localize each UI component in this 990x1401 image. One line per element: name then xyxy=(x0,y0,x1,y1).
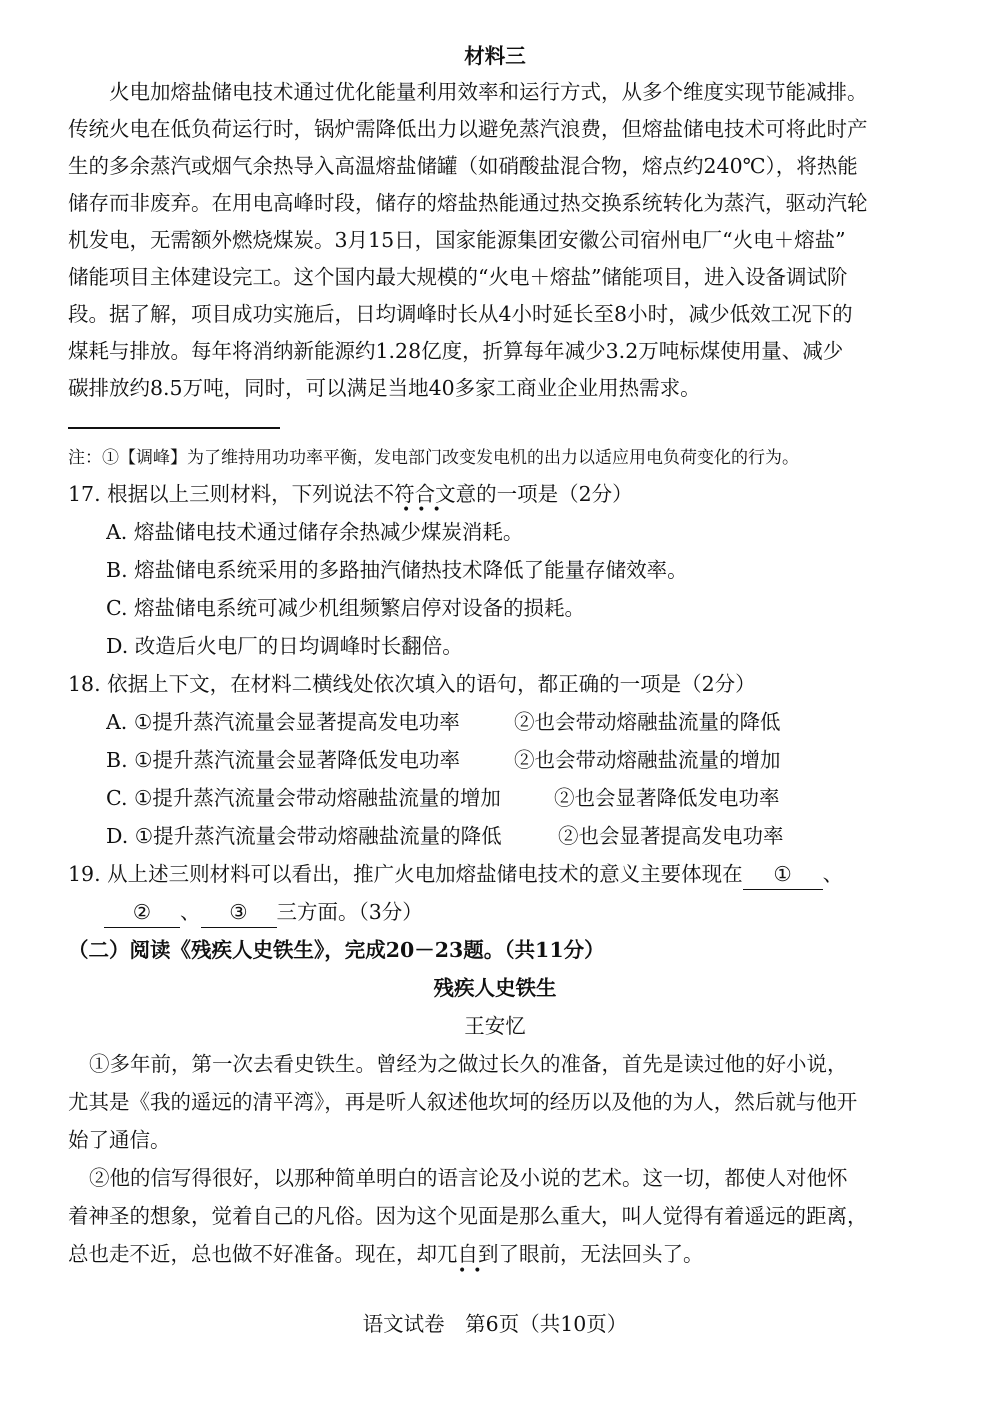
article-title: 残疾人史铁生 xyxy=(433,976,557,1000)
emphasis-dots-q17: ••• xyxy=(402,502,448,518)
question-18-option-d xyxy=(106,818,926,854)
material-3-line-7: 段。据了解，项目成功实施后，日均调峰时长从4小时延长至8小时，减少低效工况下的 xyxy=(68,302,853,326)
question-18-option-a xyxy=(106,704,926,740)
question-18-option-b xyxy=(106,742,926,778)
article-line-1: ①多年前，第一次去看史铁生。曾经为之做过长久的准备，首先是读过他的好小说， xyxy=(89,1052,848,1076)
material-3-line-8: 煤耗与排放。每年将消纳新能源约1.28亿度，折算每年减少3.2万吨标煤使用量、减少 xyxy=(68,339,844,363)
article-author: 王安忆 xyxy=(464,1014,526,1038)
material-3-line-1: 火电加熔盐储电技术通过优化能量利用效率和运行方式，从多个维度实现节能减排。 xyxy=(109,80,868,104)
answer-blank-2: ② xyxy=(104,897,180,928)
option-b-part-1: B. ①提升蒸汽流量会显著降低发电功率 xyxy=(106,748,460,772)
material-3-line-5: 机发电，无需额外燃烧煤炭。3月15日，国家能源集团安徽公司宿州电厂“火电＋熔盐” xyxy=(68,228,846,252)
separator-2: 、 xyxy=(180,900,201,924)
question-17-stem: 17. 根据以上三则材料，下列说法不符合文意的一项是（2分） xyxy=(68,482,633,506)
section-2-heading: （二）阅读《残疾人史铁生》，完成20－23题。（共11分） xyxy=(68,938,605,962)
question-18-option-c xyxy=(106,780,926,816)
article-line-6: 总也走不近，总也做不好准备。现在，却兀自到了眼前，无法回头了。 xyxy=(68,1242,704,1266)
question-17-option-c: C. 熔盐储电系统可减少机组频繁启停对设备的损耗。 xyxy=(106,596,585,620)
question-19-stem: 19. 从上述三则材料可以看出，推广火电加熔盐储电技术的意义主要体现在 xyxy=(68,862,743,886)
option-a-part-1: A. ①提升蒸汽流量会显著提高发电功率 xyxy=(106,710,460,734)
option-b-part-2: ②也会带动熔融盐流量的增加 xyxy=(514,748,781,772)
question-17-option-b: B. 熔盐储电系统采用的多路抽汽储热技术降低了能量存储效率。 xyxy=(106,558,688,582)
article-line-2: 尤其是《我的遥远的清平湾》，再是听人叙述他坎坷的经历以及他的为人，然后就与他开 xyxy=(68,1090,858,1114)
option-c-part-2: ②也会显著降低发电功率 xyxy=(554,786,780,810)
article-line-5: 着神圣的想象，觉着自己的凡俗。因为这个见面是那么重大，叫人觉得有着遥远的距离， xyxy=(68,1204,868,1228)
option-d-part-1: D. ①提升蒸汽流量会带动熔融盐流量的降低 xyxy=(106,824,502,848)
emphasis-dots-article: •• xyxy=(458,1263,489,1279)
separator-1: 、 xyxy=(822,862,844,886)
question-17-option-a: A. 熔盐储电技术通过储存余热减少煤炭消耗。 xyxy=(106,520,524,544)
article-line-3: 始了通信。 xyxy=(68,1128,171,1152)
material-3-line-3: 生的多余蒸汽或烟气余热导入高温熔盐储罐（如硝酸盐混合物，熔点约240℃），将热能 xyxy=(68,154,858,178)
footnote: 注：①【调峰】为了维持用功功率平衡，发电部门改变发电机的出力以适应用电负荷变化的行为。 xyxy=(68,448,799,468)
material-3-line-4: 储存而非废弃。在用电高峰时段，储存的熔盐热能通过热交换系统转化为蒸汽，驱动汽轮 xyxy=(68,191,868,215)
question-18-stem: 18. 依据上下文，在材料二横线处依次填入的语句，都正确的一项是（2分） xyxy=(68,672,756,696)
answer-blank-1: ① xyxy=(743,859,823,890)
option-d-part-2: ②也会显著提高发电功率 xyxy=(558,824,784,848)
article-line-4: ②他的信写得很好，以那种简单明白的语言论及小说的艺术。这一切，都使人对他怀 xyxy=(89,1166,848,1190)
question-19-line-2 xyxy=(68,894,918,930)
option-a-part-2: ②也会带动熔融盐流量的降低 xyxy=(514,710,781,734)
page-footer: 语文试卷 第6页（共10页） xyxy=(362,1312,628,1336)
material-3-line-2: 传统火电在低负荷运行时，锅炉需降低出力以避免蒸汽浪费，但熔盐储电技术可将此时产 xyxy=(68,117,868,141)
question-19-line-1 xyxy=(68,856,918,892)
option-c-part-1: C. ①提升蒸汽流量会带动熔融盐流量的增加 xyxy=(106,786,501,810)
footnote-divider xyxy=(68,427,280,429)
material-3-line-6: 储能项目主体建设完工。这个国内最大规模的“火电＋熔盐”储能项目，进入设备调试阶 xyxy=(68,265,848,289)
material-3-line-9: 碳排放约8.5万吨，同时，可以满足当地40多家工商业企业用热需求。 xyxy=(68,376,701,400)
question-19-tail: 三方面。（3分） xyxy=(276,900,423,924)
question-17-option-d: D. 改造后火电厂的日均调峰时长翻倍。 xyxy=(106,634,463,658)
answer-blank-3: ③ xyxy=(201,897,277,928)
material-3-heading: 材料三 xyxy=(464,44,526,68)
